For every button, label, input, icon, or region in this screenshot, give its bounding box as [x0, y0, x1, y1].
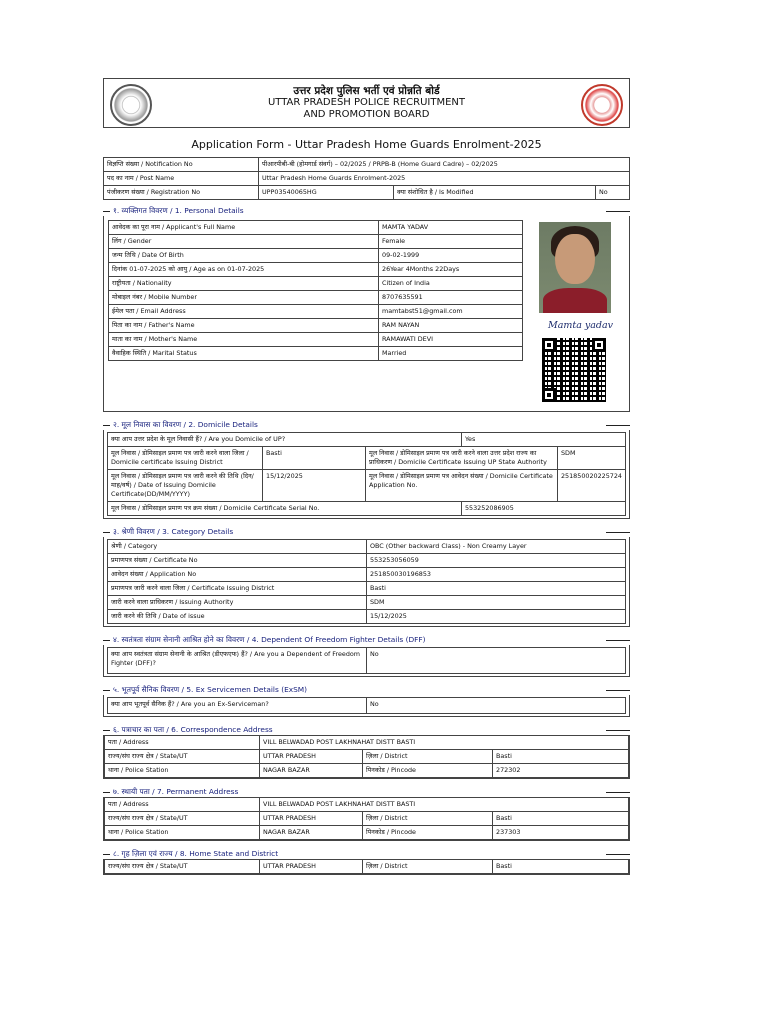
home-table: [104, 859, 629, 874]
board-title-line1: UTTAR PRADESH POLICE RECRUITMENT: [267, 97, 466, 108]
exsm-question-label: क्या आप भूतपूर्व सैनिक हैं? / Are you an Ex-Serviceman?: [108, 698, 367, 714]
section-title-text: ८. गृह ज़िला एवं राज्य / 8. Home State and District: [113, 849, 279, 858]
table-row: [109, 235, 523, 249]
table-row: [108, 568, 626, 582]
application-no-label: आवेदन संख्या / Application No: [108, 568, 367, 582]
address-label: पता / Address: [105, 798, 260, 812]
dob-label: जन्म तिथि / Date Of Birth: [109, 249, 379, 263]
issuing-district-value: Basti: [263, 447, 366, 470]
table-row: [105, 812, 629, 826]
police-station-label: थाना / Police Station: [105, 826, 260, 840]
email-label: ईमेल पता / Email Address: [109, 305, 379, 319]
table-row: [105, 750, 629, 764]
table-row: [105, 860, 629, 874]
issuing-authority-label: मूल निवास / डोमिसाइल प्रमाण पत्र जारी करने वाला उत्तर प्रदेश राज्य का प्राधिकरण / Domicile Certificate Issuing UP State Authority: [366, 447, 558, 470]
table-row: [109, 291, 523, 305]
permanent-body: [103, 797, 630, 841]
domicile-section: [103, 420, 630, 519]
nationality-label: राष्ट्रीयता / Nationality: [109, 277, 379, 291]
table-row: [108, 447, 626, 470]
table-row: [105, 764, 629, 778]
table-row: [109, 333, 523, 347]
father-label: पिता का नाम / Father's Name: [109, 319, 379, 333]
state-value: UTTAR PRADESH: [260, 750, 363, 764]
application-no-value: 251850030196853: [367, 568, 626, 582]
exsm-section: [103, 685, 630, 717]
applicant-signature: Mamta yadav: [548, 320, 614, 331]
district-label: ज़िला / District: [363, 750, 493, 764]
issuing-authority-value: SDM: [557, 447, 625, 470]
issuing-district-label: मूल निवास / डोमिसाइल प्रमाण पत्र जारी करने वाला जिला / Domicile certificate Issuing District: [108, 447, 263, 470]
section-title: [103, 685, 630, 695]
marital-value: Married: [379, 347, 523, 361]
application-no-value: 251850020225724: [557, 470, 625, 502]
home-section: [103, 849, 630, 875]
table-row: [108, 540, 626, 554]
application-no-label: मूल निवास / डोमिसाइल प्रमाण पत्र आवेदन संख्या / Domicile Certificate Application No.: [366, 470, 558, 502]
full-name-value: MAMTA YADAV: [379, 221, 523, 235]
correspondence-section: [103, 725, 630, 779]
state-value: UTTAR PRADESH: [260, 860, 363, 874]
table-row: [109, 221, 523, 235]
district-label: ज़िला / District: [363, 812, 493, 826]
dff-section: [103, 635, 630, 677]
category-table: [107, 539, 626, 624]
personal-table: [108, 220, 523, 361]
table-row: [105, 798, 629, 812]
modified-label: क्या संशोधित है / Is Modified: [394, 186, 596, 200]
table-row: [108, 610, 626, 624]
issuing-district-value: Basti: [367, 582, 626, 596]
section-title-text: ६. पत्राचार का पता / 6. Correspondence Address: [113, 725, 273, 734]
board-title-line2: AND PROMOTION BOARD: [303, 109, 430, 120]
table-row: [108, 433, 626, 447]
section-title: [103, 420, 630, 430]
district-value: Basti: [493, 812, 629, 826]
table-row: [109, 249, 523, 263]
board-title: [104, 85, 629, 121]
address-label: पता / Address: [105, 736, 260, 750]
category-value: OBC (Other backward Class) - Non Creamy Layer: [367, 540, 626, 554]
table-row: [108, 502, 626, 516]
gender-label: लिंग / Gender: [109, 235, 379, 249]
nationality-value: Citizen of India: [379, 277, 523, 291]
board-title-hindi: उत्तर प्रदेश पुलिस भर्ती एवं प्रोन्नति बोर्ड: [293, 85, 440, 97]
notification-value: पीआरपीबी-बी (होमगार्ड संवर्ग) – 02/2025 / PRPB-B (Home Guard Cadre) – 02/2025: [259, 158, 630, 172]
section-title: [103, 527, 630, 537]
post-label: पद का नाम / Post Name: [104, 172, 259, 186]
table-row: [109, 263, 523, 277]
mobile-value: 8707635591: [379, 291, 523, 305]
serial-no-value: 553252086905: [461, 502, 625, 516]
section-title-text: १. व्यक्तिगत विवरण / 1. Personal Details: [113, 206, 244, 215]
issuing-authority-label: जारी करने वाला प्राधिकरण / Issuing Authority: [108, 596, 367, 610]
table-row: [104, 186, 630, 200]
correspondence-table: [104, 735, 629, 778]
application-form: [103, 78, 630, 875]
father-value: RAM NAYAN: [379, 319, 523, 333]
exsm-question-value: No: [367, 698, 626, 714]
table-row: [109, 305, 523, 319]
pincode-value: 237303: [493, 826, 629, 840]
pincode-label: पिनकोड / Pincode: [363, 764, 493, 778]
gender-value: Female: [379, 235, 523, 249]
table-row: [109, 319, 523, 333]
registration-value: UPP03540065HG: [259, 186, 394, 200]
section-title-text: २. मूल निवास का विवरण / 2. Domicile Details: [113, 420, 258, 429]
address-value: VILL BELWADAD POST LAKHNAHAT DISTT BASTI: [260, 798, 629, 812]
table-row: [105, 826, 629, 840]
issuing-district-label: प्रमाणपत्र जारी करने वाला जिला / Certificate Issuing District: [108, 582, 367, 596]
board-header: [103, 78, 630, 128]
pincode-label: पिनकोड / Pincode: [363, 826, 493, 840]
serial-no-label: मूल निवास / डोमिसाइल प्रमाण पत्र क्रम संख्या / Domicile Certificate Serial No.: [108, 502, 462, 516]
table-row: [104, 172, 630, 186]
marital-label: वैवाहिक स्थिति / Marital Status: [109, 347, 379, 361]
dff-question-label: क्या आप स्वतंत्रता संग्राम सेनानी के आश्रित (डीएफएफ) हैं? / Are you a Dependent of Freedom Fighter (DFF)?: [108, 648, 367, 674]
district-value: Basti: [493, 860, 629, 874]
full-name-label: आवेदक का पूरा नाम / Applicant's Full Name: [109, 221, 379, 235]
address-value: VILL BELWADAD POST LAKHNAHAT DISTT BASTI: [260, 736, 629, 750]
dff-table: [107, 647, 626, 674]
email-value: mamtabst51@gmail.com: [379, 305, 523, 319]
notification-label: विज्ञप्ति संख्या / Notification No: [104, 158, 259, 172]
permanent-table: [104, 797, 629, 840]
dob-value: 09-02-1999: [379, 249, 523, 263]
section-title: [103, 206, 630, 216]
section-title-text: ३. श्रेणी विवरण / 3. Category Details: [113, 527, 234, 536]
table-row: [108, 554, 626, 568]
table-row: [108, 582, 626, 596]
mother-label: माता का नाम / Mother's Name: [109, 333, 379, 347]
category-label: श्रेणी / Category: [108, 540, 367, 554]
post-value: Uttar Pradesh Home Guards Enrolment-2025: [259, 172, 630, 186]
applicant-photo: [539, 222, 611, 313]
police-station-value: NAGAR BAZAR: [260, 826, 363, 840]
mobile-label: मोबाइल नंबर / Mobile Number: [109, 291, 379, 305]
table-row: [109, 347, 523, 361]
certificate-no-label: प्रमाणपत्र संख्या / Certificate No: [108, 554, 367, 568]
registration-label: पंजीकरण संख्या / Registration No: [104, 186, 259, 200]
exsm-body: [103, 695, 630, 717]
pincode-value: 272302: [493, 764, 629, 778]
form-title: Application Form - Uttar Pradesh Home Guards Enrolment-2025: [191, 138, 542, 151]
issue-date-value: 15/12/2025: [367, 610, 626, 624]
domicile-question-value: Yes: [461, 433, 625, 447]
certificate-no-value: 553253056059: [367, 554, 626, 568]
state-value: UTTAR PRADESH: [260, 812, 363, 826]
district-label: ज़िला / District: [363, 860, 493, 874]
category-body: [103, 537, 630, 627]
permanent-section: [103, 787, 630, 841]
domicile-table: [107, 432, 626, 516]
meta-table: [103, 157, 630, 200]
domicile-question-label: क्या आप उत्तर प्रदेश के मूल निवासी हैं? / Are you Domicile of UP?: [108, 433, 462, 447]
age-value: 26Year 4Months 22Days: [379, 263, 523, 277]
table-row: [108, 596, 626, 610]
domicile-body: [103, 430, 630, 519]
correspondence-body: [103, 735, 630, 779]
age-label: दिनांक 01-07-2025 को आयु / Age as on 01-07-2025: [109, 263, 379, 277]
dff-body: [103, 645, 630, 677]
section-title-text: ५. भूतपूर्व सैनिक विवरण / 5. Ex Servicemen Details (ExSM): [113, 685, 308, 694]
exsm-table: [107, 697, 626, 714]
dff-question-value: No: [367, 648, 626, 674]
table-row: [104, 158, 630, 172]
modified-value: No: [596, 186, 630, 200]
section-title: [103, 787, 630, 797]
state-label: राज्य/संघ राज्य क्षेत्र / State/UT: [105, 750, 260, 764]
state-label: राज्य/संघ राज्य क्षेत्र / State/UT: [105, 812, 260, 826]
issue-date-label: जारी करने की तिथि / Date of issue: [108, 610, 367, 624]
section-title-text: ४. स्वतंत्रता संग्राम सेनानी आश्रित होने का विवरण / 4. Dependent Of Freedom Fighter Details (DFF): [113, 635, 426, 644]
up-government-seal-icon: [581, 84, 623, 126]
section-title: [103, 725, 630, 735]
section-title: [103, 849, 630, 859]
qr-code-icon: [542, 338, 606, 402]
personal-body: [103, 216, 630, 412]
home-body: [103, 859, 630, 875]
section-title: [103, 635, 630, 645]
section-title-text: ७. स्थायी पता / 7. Permanent Address: [113, 787, 239, 796]
mother-value: RAMAWATI DEVI: [379, 333, 523, 347]
personal-section: [103, 206, 630, 412]
state-label: राज्य/संघ राज्य क्षेत्र / State/UT: [105, 860, 260, 874]
issue-date-value: 15/12/2025: [263, 470, 366, 502]
table-row: [109, 277, 523, 291]
district-value: Basti: [493, 750, 629, 764]
table-row: [108, 648, 626, 674]
issue-date-label: मूल निवास / डोमिसाइल प्रमाण पत्र जारी करने की तिथि (दिन/माह/वर्ष) / Date of Issuing Domicile Certificate(DD/MM/YYYY): [108, 470, 263, 502]
police-station-label: थाना / Police Station: [105, 764, 260, 778]
table-row: [108, 698, 626, 714]
police-station-value: NAGAR BAZAR: [260, 764, 363, 778]
category-section: [103, 527, 630, 627]
issuing-authority-value: SDM: [367, 596, 626, 610]
table-row: [108, 470, 626, 502]
table-row: [105, 736, 629, 750]
